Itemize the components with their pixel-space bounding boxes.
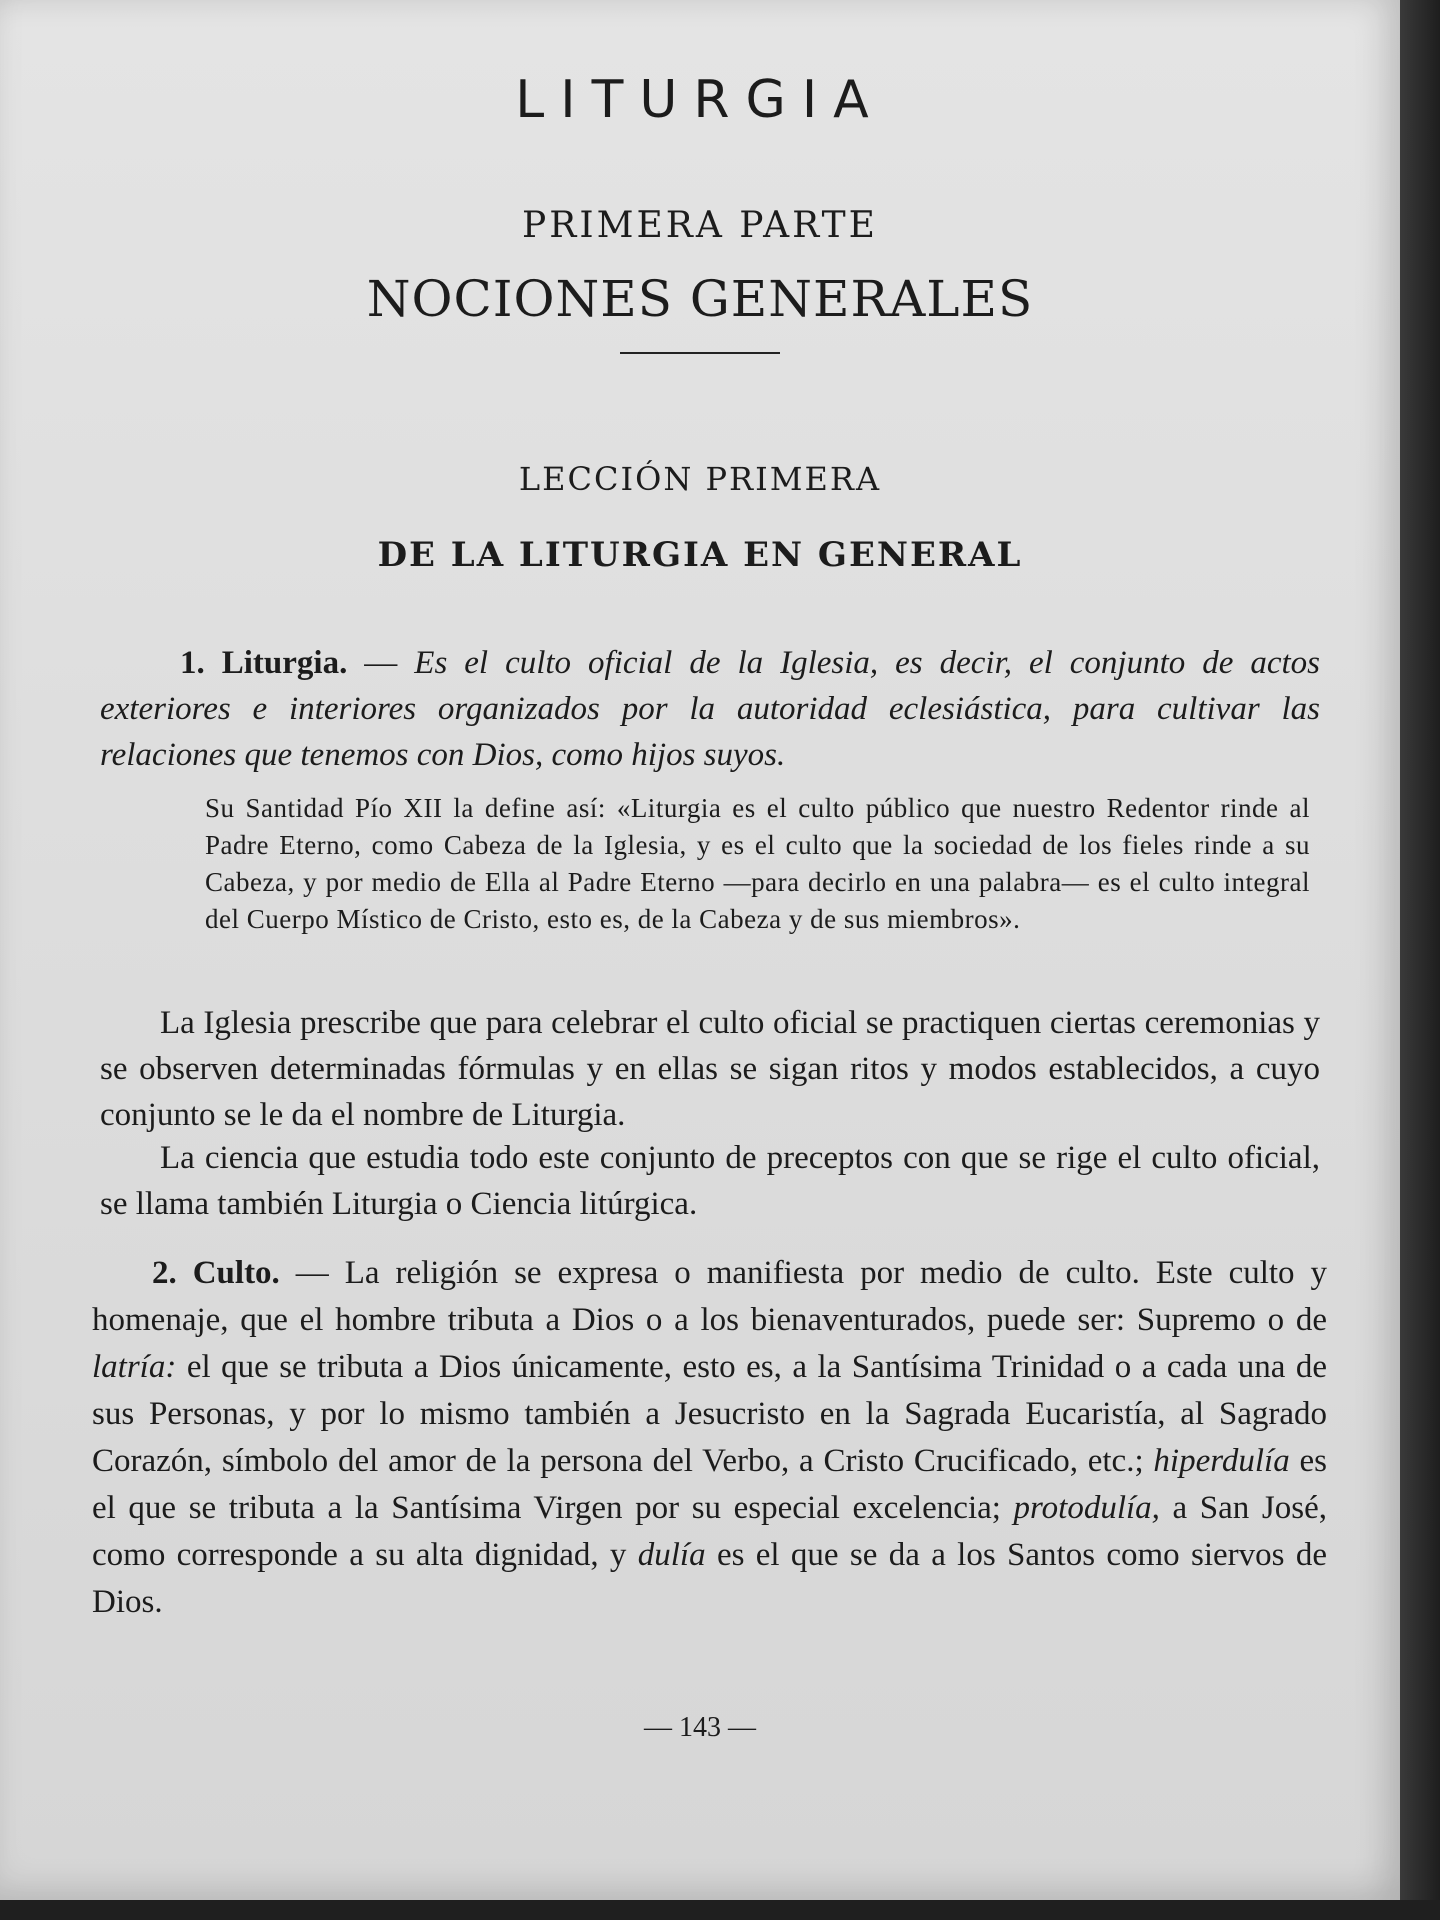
section-term: Culto. bbox=[192, 1255, 280, 1291]
section-number: 2. bbox=[152, 1255, 177, 1291]
culto-text-e: es el que se da a los Santos como siervos de Dios. bbox=[92, 1537, 1327, 1620]
lesson-title: DE LA LITURGIA EN GENERAL bbox=[377, 535, 1023, 575]
page-title: LITURGIA bbox=[515, 70, 885, 130]
term-latria: latría: bbox=[92, 1349, 177, 1385]
section-number: 1. bbox=[180, 645, 205, 681]
paragraph-iglesia: La Iglesia prescribe que para celebrar el culto oficial se practiquen ciertas ceremonias y se observen determinadas fórmulas y en ellas se sigan ritos y modos establecidos, a cuyo conjunto se le da el nombre de Liturgia. bbox=[100, 1005, 1320, 1133]
culto-text-a: — La religión se expresa o manifiesta por medio de culto. Este culto y homenaje, que el hombre tributa a Dios o a los bienaventurados, puede ser: Supremo o de bbox=[92, 1255, 1328, 1338]
paragraph-liturgia-definition bbox=[100, 640, 1320, 778]
book-edge bbox=[1400, 0, 1440, 1920]
term-hiperdulia: hiperdulía bbox=[1153, 1443, 1290, 1479]
quote-pio-xii: Su Santidad Pío XII la define así: «Liturgia es el culto público que nuestro Redentor rinde al Padre Eterno, como Cabeza de la Iglesia, y es el culto que la sociedad de los fieles rinde a su Cabeza, y por medio de Ella al Padre Eterno —para decirlo en una palabra— es el culto integral del Cuerpo Místico de Cristo, esto es, de la Cabeza y de sus miembros». bbox=[205, 793, 1310, 934]
section-definition: Es el culto oficial de la Iglesia, es decir, el conjunto de actos exteriores e interiores organizados por la autoridad eclesiástica, para cultivar las relaciones que tenemos con Dios, como hijos suyos. bbox=[100, 645, 1321, 773]
part-label: PRIMERA PARTE bbox=[522, 205, 878, 246]
page-number: — 143 — bbox=[644, 1712, 756, 1743]
title-divider bbox=[620, 352, 780, 354]
culto-text-b: el que se tributa a Dios únicamente, esto es, a la Santísima Trinidad o a cada una de sus Personas, y por lo mismo también a Jesucristo en la Sagrada Eucaristía, al Sagrado Corazón, símbolo del amor de la persona del Verbo, a Cristo Crucificado, etc.; bbox=[92, 1349, 1327, 1479]
paragraph-culto bbox=[92, 1250, 1327, 1626]
page-bottom-edge bbox=[0, 1900, 1440, 1920]
term-dulia: dulía bbox=[637, 1537, 706, 1573]
culto-text-c: es el que se tributa a la Santísima Virgen por su especial excelencia; bbox=[92, 1443, 1327, 1526]
culto-text-d: a San José, como corresponde a su alta dignidad, y bbox=[92, 1490, 1327, 1573]
term-protodulia: protodulía, bbox=[1013, 1490, 1160, 1526]
part-title: NOCIONES GENERALES bbox=[366, 270, 1034, 328]
paragraph-ciencia: La ciencia que estudia todo este conjunto de preceptos con que se rige el culto oficial, se llama también Liturgia o Ciencia litúrgica. bbox=[100, 1140, 1320, 1222]
lesson-label: LECCIÓN PRIMERA bbox=[518, 460, 882, 498]
section-dash: — bbox=[347, 645, 415, 681]
section-term: Liturgia. bbox=[221, 645, 348, 681]
